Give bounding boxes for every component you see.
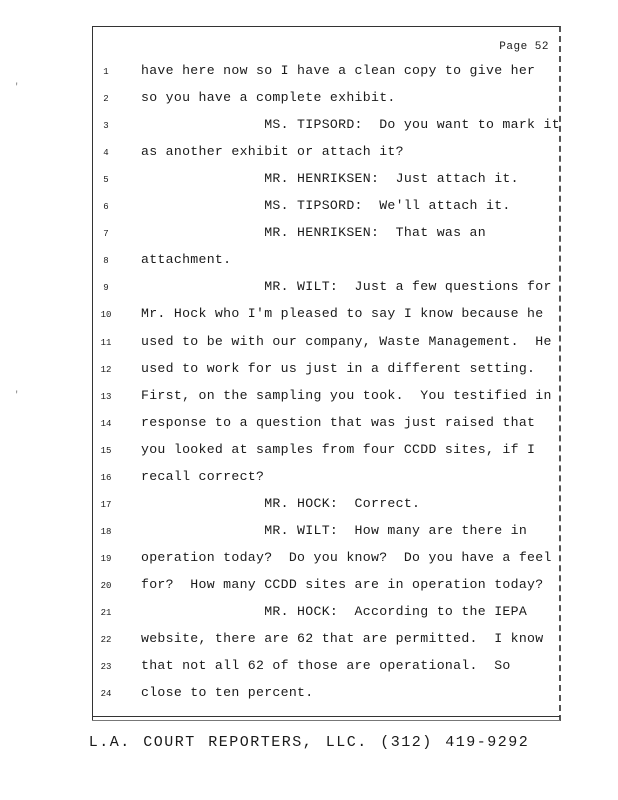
line-text: response to a question that was just raised that (141, 414, 536, 430)
line-text: operation today? Do you know? Do you have a feel (141, 549, 552, 565)
line-text: have here now so I have a clean copy to give her (141, 63, 536, 78)
line-text: you looked at samples from four CCDD sites, if I (141, 441, 536, 457)
line-number: 23 (100, 662, 112, 673)
transcript-line (93, 334, 559, 361)
line-number: 9 (103, 283, 109, 294)
transcript-line (93, 604, 559, 631)
line-text: attachment. (141, 252, 232, 268)
line-number: 1 (103, 67, 109, 77)
transcript-line (93, 577, 559, 604)
line-number: 11 (100, 337, 112, 348)
transcript-line (93, 658, 559, 685)
line-number: 17 (100, 499, 112, 510)
line-number: 16 (100, 472, 112, 483)
line-number: 20 (100, 580, 112, 591)
line-text: used to work for us just in a different setting. (141, 360, 536, 376)
page-number: Page 52 (499, 41, 549, 53)
transcript-page (92, 26, 561, 721)
line-number: 8 (103, 256, 109, 267)
line-number: 18 (100, 526, 112, 537)
transcript-line (93, 415, 559, 442)
line-text: MR. HENRIKSEN: Just attach it. (141, 171, 519, 187)
line-text: MR. HENRIKSEN: That was an (141, 225, 486, 241)
transcript-line (93, 252, 559, 279)
transcript-line (93, 361, 559, 388)
line-number: 22 (100, 635, 112, 646)
line-number: 4 (103, 148, 109, 159)
line-text: MR. WILT: How many are there in (141, 522, 528, 538)
transcript-line (93, 198, 559, 225)
margin-mark-mid: ' (14, 390, 20, 400)
line-number: 19 (100, 553, 112, 564)
line-text: MR. HOCK: Correct. (141, 495, 421, 511)
line-number: 14 (100, 418, 112, 429)
line-number: 2 (103, 94, 109, 105)
line-text: used to be with our company, Waste Management. He (141, 333, 552, 349)
line-number: 21 (100, 608, 112, 618)
line-text: Mr. Hock who I'm pleased to say I know because he (141, 306, 544, 322)
transcript-line (93, 388, 559, 415)
line-text: MR. WILT: Just a few questions for (141, 279, 552, 295)
line-number: 12 (100, 364, 112, 375)
line-number: 24 (100, 689, 112, 700)
transcript-line (93, 171, 559, 198)
transcript-line (93, 442, 559, 469)
transcript-line (93, 496, 559, 523)
line-text: that not all 62 of those are operational. So (141, 658, 511, 674)
line-number: 6 (103, 202, 109, 213)
line-text: MS. TIPSORD: We'll attach it. (141, 198, 511, 214)
line-number: 15 (100, 445, 112, 456)
reporter-footer: L.A. COURT REPORTERS, LLC. (312) 419-9292 (88, 734, 530, 751)
transcript-line (93, 63, 559, 90)
transcript-line (93, 306, 559, 333)
line-text: website, there are 62 that are permitted. I know (141, 631, 544, 647)
line-text: so you have a complete exhibit. (141, 90, 396, 106)
line-text: MS. TIPSORD: Do you want to mark it (141, 117, 560, 133)
transcript-line (93, 685, 559, 712)
transcript-line (93, 279, 559, 306)
line-text: First, on the sampling you took. You testified in (141, 387, 552, 403)
line-text: MR. HOCK: According to the IEPA (141, 604, 528, 619)
transcript-line (93, 144, 559, 171)
line-text: recall correct? (141, 468, 265, 484)
line-number: 7 (103, 229, 109, 240)
line-number: 3 (103, 121, 109, 132)
line-text: as another exhibit or attach it? (141, 144, 404, 160)
transcript-line (93, 117, 559, 144)
transcript-line (93, 523, 559, 550)
line-text: close to ten percent. (141, 685, 314, 701)
margin-mark-top: ' (14, 82, 20, 92)
transcript-line (93, 225, 559, 252)
line-number: 13 (100, 391, 112, 402)
transcript-line (93, 631, 559, 658)
transcript-line (93, 550, 559, 577)
transcript-line (93, 90, 559, 117)
page-bottom-rule (92, 716, 560, 721)
line-number: 10 (100, 310, 112, 321)
line-text: for? How many CCDD sites are in operation today? (141, 576, 544, 592)
transcript-line (93, 469, 559, 496)
line-number: 5 (103, 175, 109, 186)
